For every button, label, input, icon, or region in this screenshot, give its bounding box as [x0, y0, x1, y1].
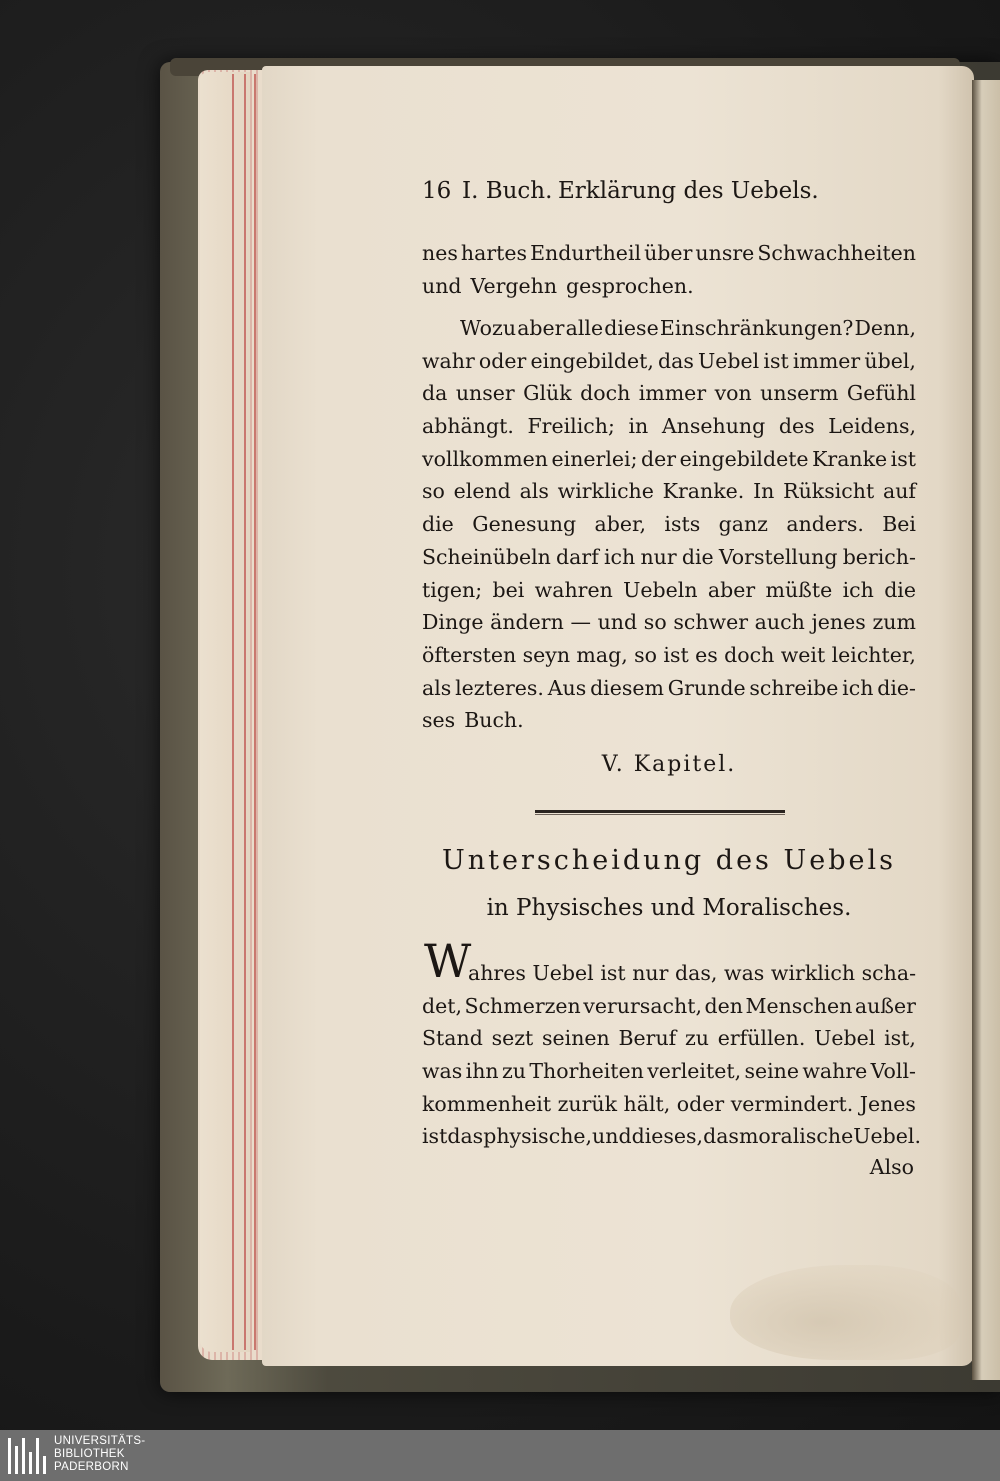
word: anders.: [786, 512, 864, 537]
word: Kranke: [812, 446, 888, 471]
facing-page-edge: [972, 80, 1000, 1380]
word: gesprochen.: [566, 273, 694, 298]
word: eingebildet,: [530, 348, 654, 373]
word: und: [592, 1124, 632, 1149]
library-name: [54, 1435, 145, 1474]
word: ändern: [490, 610, 564, 635]
word: so: [422, 479, 445, 504]
word: diese: [604, 316, 659, 340]
word: Uebel: [814, 1026, 876, 1051]
word: abhängt.: [422, 414, 514, 439]
word: Aus: [547, 675, 587, 700]
word: physische,: [483, 1124, 593, 1149]
word: als: [519, 479, 549, 504]
word: Vorstellung: [718, 544, 838, 569]
word: det,: [422, 993, 463, 1018]
text-line: [422, 475, 916, 508]
decorative-rule-thin: [535, 814, 785, 815]
decorative-rule: [535, 810, 785, 813]
word: auch: [754, 610, 805, 635]
text-line: [422, 639, 916, 672]
word: Ansehung: [661, 414, 766, 439]
word: über: [644, 241, 693, 265]
word: ist: [422, 1124, 448, 1149]
word: leichter,: [831, 642, 916, 667]
word: was: [724, 961, 765, 985]
paragraph-3: [422, 957, 921, 1153]
text-line: [422, 541, 916, 574]
word: Leidens,: [828, 414, 916, 439]
word: schreibe: [749, 675, 839, 700]
word: doch: [580, 381, 631, 406]
word: hält,: [623, 1091, 671, 1116]
word: Endurtheil: [530, 241, 642, 265]
word: die: [422, 512, 454, 537]
library-footer: [0, 1430, 1000, 1481]
word: so: [643, 610, 667, 635]
word: ses: [422, 708, 456, 733]
text-line: [422, 443, 916, 476]
word: dieses,: [631, 1124, 704, 1149]
word: ihn: [465, 1059, 499, 1084]
word: wahren: [534, 577, 613, 602]
word: seyn: [522, 642, 571, 667]
word: ganz: [718, 512, 768, 537]
word: ich: [842, 577, 874, 602]
word: Einschränkungen?: [659, 316, 854, 340]
word: darf: [556, 544, 599, 569]
text-line: [422, 508, 916, 541]
word: sezt: [491, 1026, 534, 1051]
word: aber,: [594, 512, 647, 537]
text-line: [422, 672, 916, 705]
word: unserm: [760, 381, 839, 406]
word: Beruf: [618, 1026, 677, 1051]
word: seine: [744, 1059, 799, 1084]
word: schwer: [673, 610, 749, 635]
word: außer: [854, 993, 916, 1018]
word: was: [422, 1059, 463, 1084]
word: unser: [455, 381, 515, 406]
word: Voll-: [870, 1059, 916, 1084]
word: Dinge: [422, 610, 484, 635]
word: das: [703, 1124, 739, 1149]
word: aber: [707, 577, 756, 602]
library-name-line-3: PADERBORN: [54, 1461, 129, 1473]
word: immer: [638, 381, 707, 406]
word: ist: [663, 642, 689, 667]
word: wahr: [422, 348, 475, 373]
word: Uebel.: [853, 1124, 921, 1149]
word: verleitet,: [647, 1059, 742, 1084]
word: hartes: [460, 241, 528, 265]
word: weit: [780, 642, 826, 667]
word: als: [422, 675, 452, 700]
word: Denn,: [854, 316, 916, 340]
word: ahres: [468, 961, 526, 985]
word: Schwachheiten: [757, 241, 916, 265]
word: erfüllen.: [717, 1026, 806, 1051]
running-title: Erklärung des Uebels.: [558, 178, 819, 204]
text-line: [422, 377, 916, 410]
word: zu: [684, 1026, 709, 1051]
text-line: [422, 345, 916, 378]
text-line: [422, 410, 916, 443]
word: scha-: [861, 961, 916, 985]
word: so: [634, 642, 657, 667]
word: mag,: [576, 642, 628, 667]
word: wirkliche: [557, 479, 654, 504]
word: oder: [478, 348, 527, 373]
word: den: [704, 993, 743, 1018]
word: elend: [453, 479, 511, 504]
catchword: Also: [869, 1155, 914, 1179]
red-page-edge: [244, 74, 246, 1350]
word: diesem: [590, 675, 664, 700]
word: wirklich: [770, 961, 856, 985]
word: die-: [877, 675, 916, 700]
text-line: [422, 957, 916, 990]
word: nur: [640, 544, 677, 569]
word: in: [628, 414, 649, 439]
word: Uebeln: [623, 577, 698, 602]
word: ists: [664, 512, 701, 537]
chapter-title-line-2: in Physisches und Moralisches.: [486, 895, 852, 921]
word: vollkommen: [422, 446, 549, 471]
word: ich: [842, 675, 874, 700]
text-line: [422, 1055, 916, 1088]
library-logo-icon: [8, 1438, 48, 1474]
text-line: [422, 1022, 916, 1055]
word: der: [641, 446, 677, 471]
word: ich: [603, 544, 636, 569]
word: Gefühl: [846, 381, 916, 406]
word: unsre: [695, 241, 755, 265]
word: Jenes: [859, 1091, 916, 1116]
word: jenes: [811, 610, 866, 635]
word: In: [753, 479, 775, 504]
word: das: [658, 348, 694, 373]
word: kommenheit: [422, 1091, 552, 1116]
word: des: [778, 414, 815, 439]
text-line: [422, 1088, 916, 1121]
word: Genesung: [472, 512, 577, 537]
word: wahre: [802, 1059, 868, 1084]
text-line: [422, 312, 916, 345]
word: ist: [600, 961, 626, 985]
red-page-edge: [232, 74, 234, 1350]
book-number: I. Buch.: [462, 178, 553, 204]
word: immer: [792, 348, 861, 373]
library-name-line-1: UNIVERSITÄTS-: [54, 1435, 146, 1447]
word: Vergehn: [470, 273, 558, 298]
word: Rüksicht: [783, 479, 875, 504]
word: Uebel: [698, 348, 760, 373]
word: Buch.: [464, 708, 524, 733]
word: und: [597, 610, 638, 635]
word: ist,: [884, 1026, 916, 1051]
word: nes: [422, 241, 458, 265]
page-stack-edge: [200, 72, 250, 1352]
word: es: [695, 642, 718, 667]
word: und: [422, 273, 462, 298]
paragraph-1: [422, 237, 916, 302]
word: Freilich;: [527, 414, 615, 439]
word: eingebildete: [679, 446, 809, 471]
word: das: [447, 1124, 484, 1149]
word: Menschen: [745, 993, 853, 1018]
word: —: [570, 610, 591, 635]
word: lezteres.: [455, 675, 544, 700]
word: Stand: [422, 1026, 483, 1051]
word: alle: [565, 316, 604, 340]
word: nur: [632, 961, 669, 985]
word: übel,: [864, 348, 916, 373]
word: die: [681, 544, 714, 569]
text-line: [422, 704, 916, 737]
word: ist: [763, 348, 789, 373]
word: doch: [724, 642, 775, 667]
word: zurük: [557, 1091, 618, 1116]
word: bei: [492, 577, 525, 602]
paragraph-2: [422, 312, 916, 737]
word: von: [714, 381, 752, 406]
word: Kranke.: [662, 479, 745, 504]
word: verursacht,: [583, 993, 702, 1018]
paper-stain: [730, 1265, 960, 1360]
text-line: [422, 574, 916, 607]
word: Scheinübeln: [422, 544, 551, 569]
word: öftersten: [422, 642, 517, 667]
text-line: [422, 1120, 921, 1153]
word: tigen;: [422, 577, 483, 602]
word: Thorheiten: [529, 1059, 644, 1084]
word: das,: [675, 961, 718, 985]
word: Schmerzen: [464, 993, 581, 1018]
word: Uebel: [532, 961, 594, 985]
word: ist: [890, 446, 916, 471]
word: zum: [872, 610, 916, 635]
word: Bei: [882, 512, 916, 537]
drop-cap: W: [424, 934, 472, 988]
word: Wozu: [460, 316, 517, 340]
text-line: [422, 270, 916, 303]
chapter-title-line-1: Unterscheidung des Uebels: [442, 845, 896, 876]
word: Glük: [523, 381, 572, 406]
word: moralische: [738, 1124, 854, 1149]
word: Grunde: [667, 675, 746, 700]
word: seinen: [541, 1026, 610, 1051]
text-line: [422, 237, 916, 270]
word: auf: [882, 479, 916, 504]
library-name-line-2: BIBLIOTHEK: [54, 1448, 125, 1460]
word: einerlei;: [551, 446, 638, 471]
text-line: [422, 606, 916, 639]
word: zu: [501, 1059, 526, 1084]
word: vermindert.: [730, 1091, 854, 1116]
word: da: [422, 381, 448, 406]
word: die: [884, 577, 916, 602]
word: oder: [676, 1091, 725, 1116]
word: aber: [517, 316, 565, 340]
word: berich-: [842, 544, 916, 569]
word: müßte: [765, 577, 833, 602]
page-number: 16: [422, 178, 452, 204]
chapter-heading: V. Kapitel.: [601, 752, 737, 777]
red-page-edge: [254, 74, 256, 1350]
text-line: [422, 990, 916, 1023]
running-header: [422, 178, 916, 204]
